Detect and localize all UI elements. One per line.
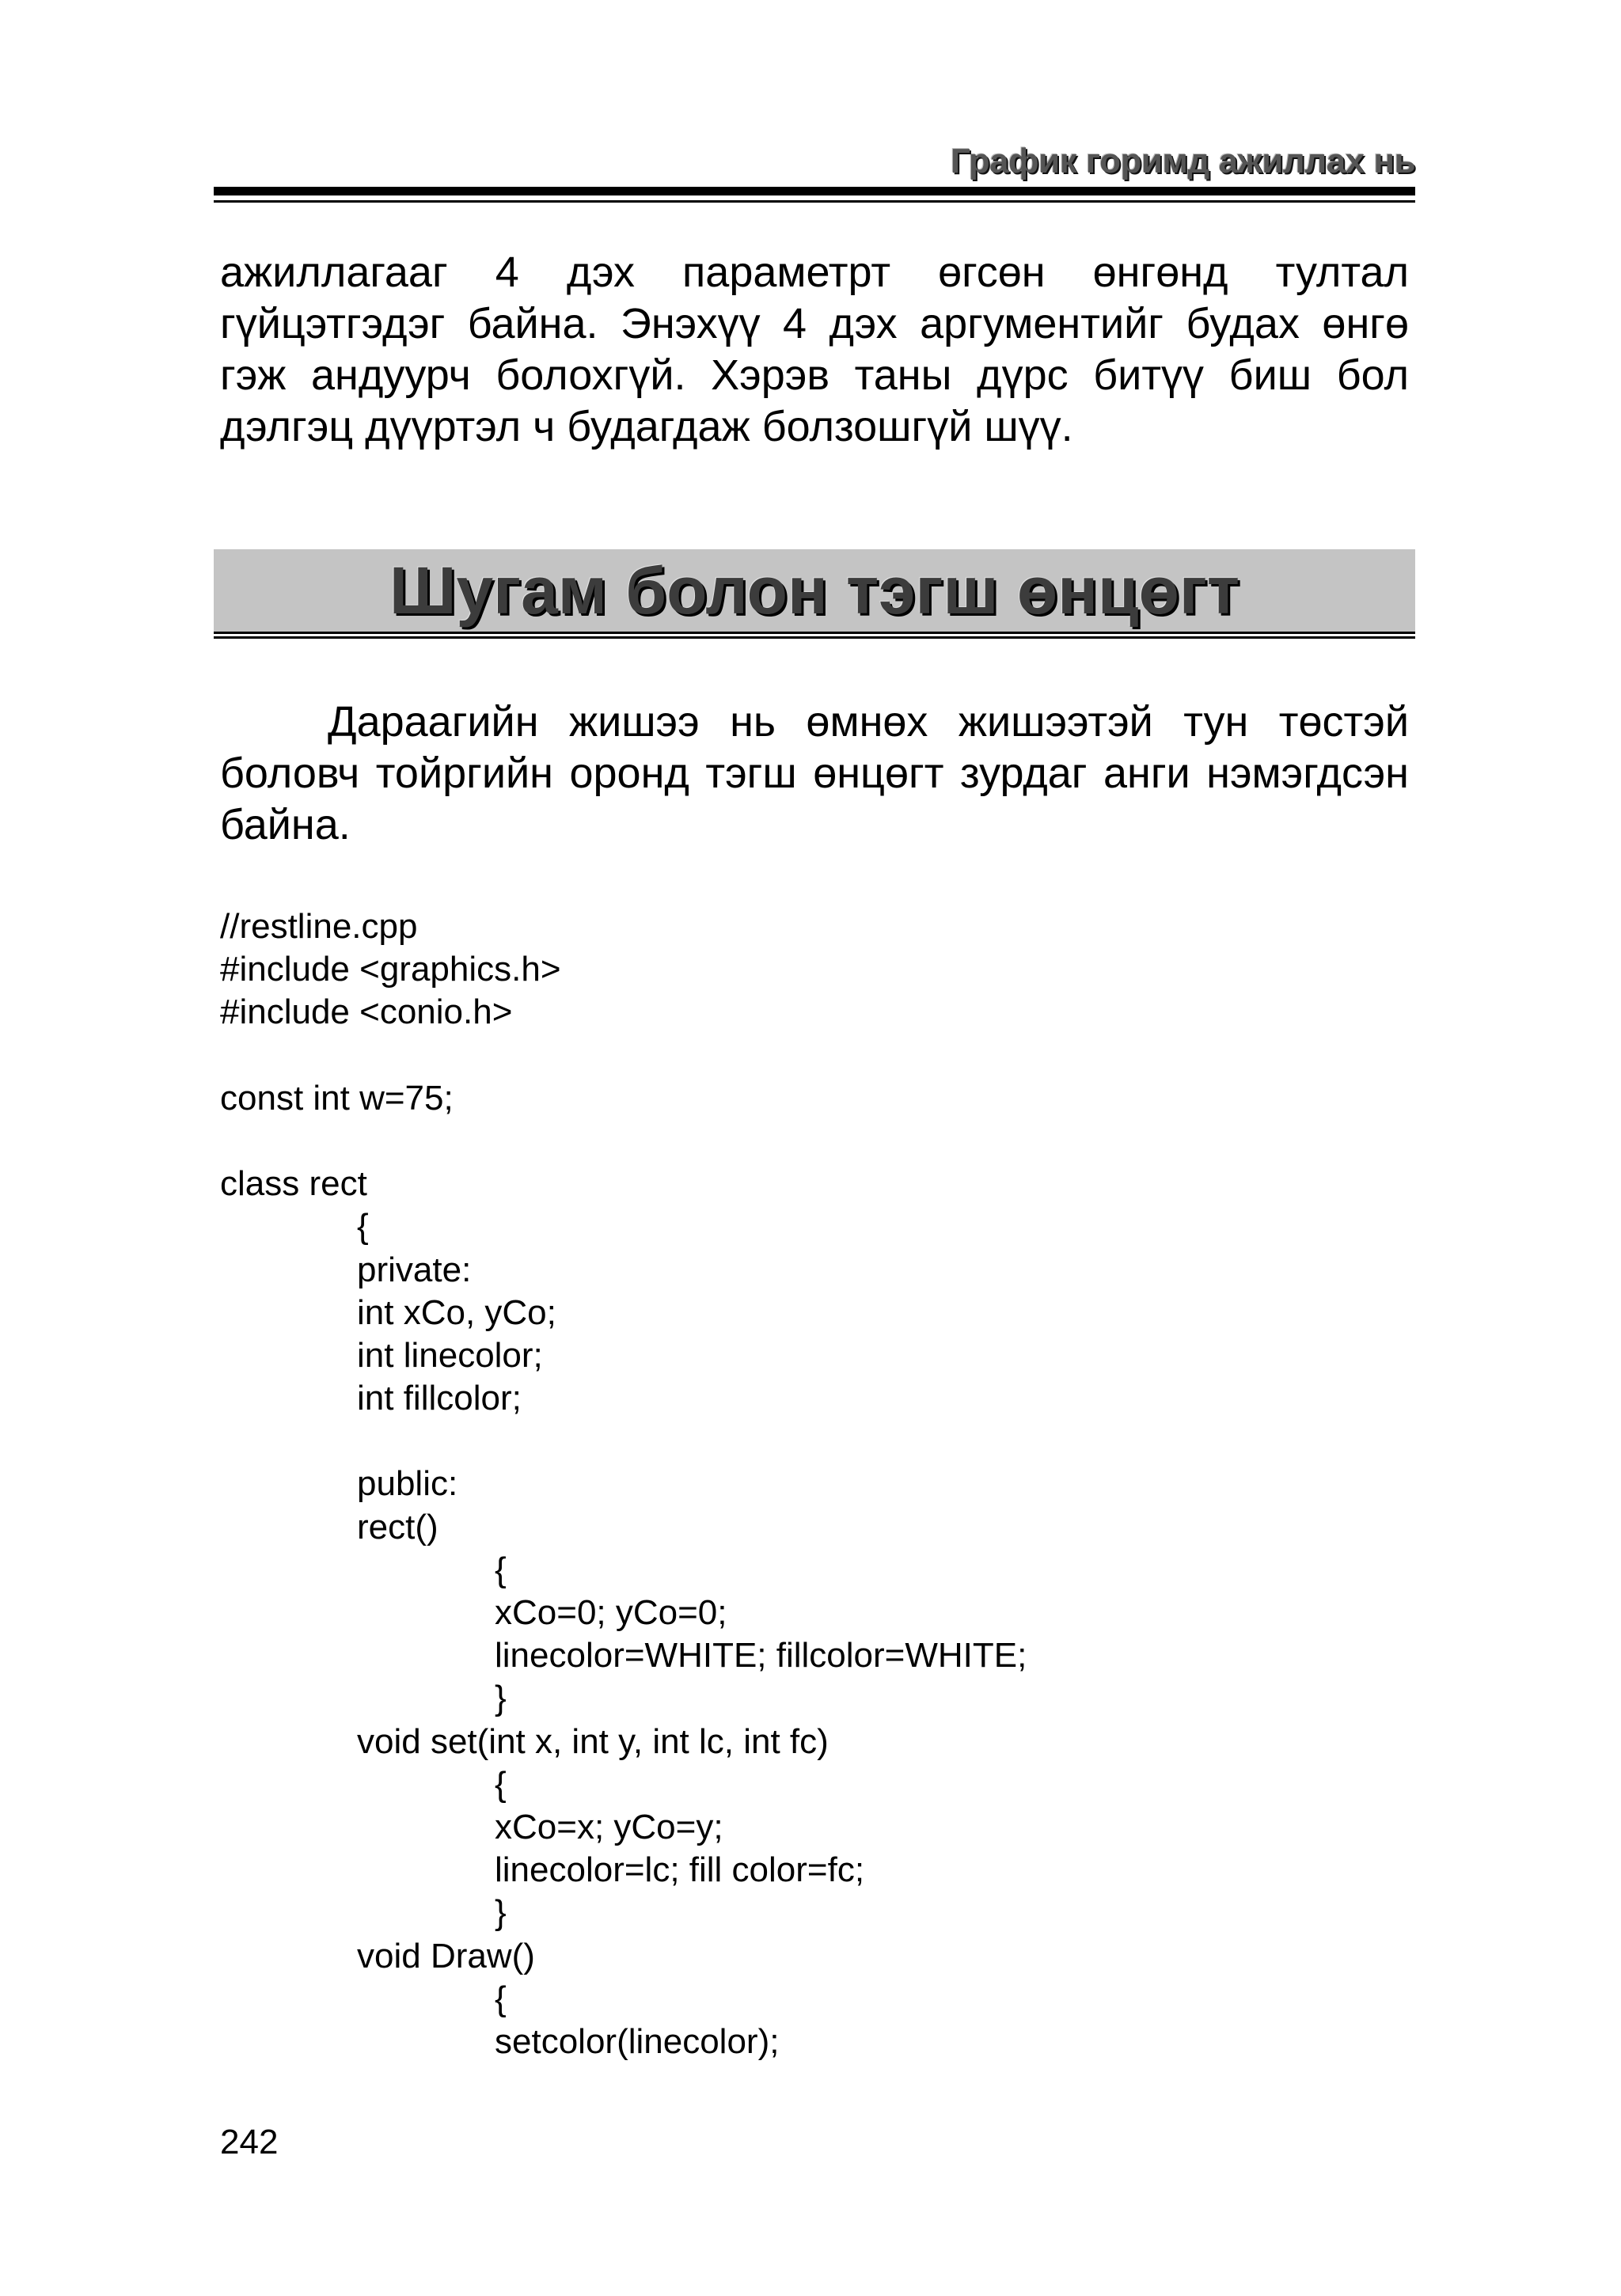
code-line: #include <graphics.h> (220, 950, 561, 989)
code-line: //restline.cpp (220, 907, 418, 946)
code-line: { (495, 1550, 507, 1589)
code-line: private: (357, 1250, 472, 1289)
code-line (220, 1034, 1407, 1077)
code-line: rect() (357, 1507, 438, 1546)
body-paragraph-text: Дараагийн жишээ нь өмнөх жишээтэй тун төстэй боловч тойргийн оронд тэгш өнцөгт зурдаг анги нэмэгдсэн байна. (220, 698, 1409, 848)
code-line: #include <conio.h> (220, 992, 513, 1032)
intro-paragraph (220, 247, 1409, 453)
page-number: 242 (220, 2123, 279, 2161)
section-heading-underline (214, 636, 1415, 639)
header-rule-thin (214, 200, 1415, 203)
code-line: public: (357, 1464, 458, 1504)
code-line: xCo=0; yCo=0; (495, 1593, 727, 1632)
code-line: { (357, 1207, 369, 1247)
code-line: setcolor(linecolor); (495, 2021, 780, 2061)
code-line: linecolor=lc; fill color=fc; (495, 1850, 865, 1890)
code-line: class rect (220, 1164, 367, 1204)
code-line (220, 1120, 1407, 1163)
code-line (220, 1420, 1407, 1463)
section-heading: Шугам болон тэгш өнцөгт (389, 553, 1240, 628)
code-listing (220, 905, 1407, 2063)
code-line: { (495, 1979, 507, 2018)
code-line: void Draw() (357, 1936, 535, 1975)
code-line: int xCo, yCo; (357, 1292, 556, 1332)
code-line: { (495, 1764, 507, 1804)
code-line: } (495, 1893, 507, 1933)
code-line: int fillcolor; (357, 1379, 522, 1418)
header-rule-thick (214, 187, 1415, 195)
intro-paragraph-text: ажиллагааг 4 дэх параметрт өгсөн өнгөнд тултал гүйцэтгэдэг байна. Энэхүү 4 дэх аргументийг будах өнгө гэж андуурч болохгүй. Хэрэв таны дүрс битүү биш бол дэлгэц дүүртэл ч будагдаж болзошгүй шүү. (220, 249, 1409, 450)
code-line: } (495, 1679, 507, 1718)
body-paragraph (220, 696, 1409, 851)
code-line: linecolor=WHITE; fillcolor=WHITE; (495, 1636, 1027, 1676)
code-line: const int w=75; (220, 1078, 454, 1118)
running-header: График горимд ажиллах нь (950, 142, 1415, 180)
code-line: void set(int x, int y, int lc, int fc) (357, 1721, 829, 1761)
code-line: xCo=x; yCo=y; (495, 1807, 723, 1846)
code-line: int linecolor; (357, 1335, 543, 1375)
